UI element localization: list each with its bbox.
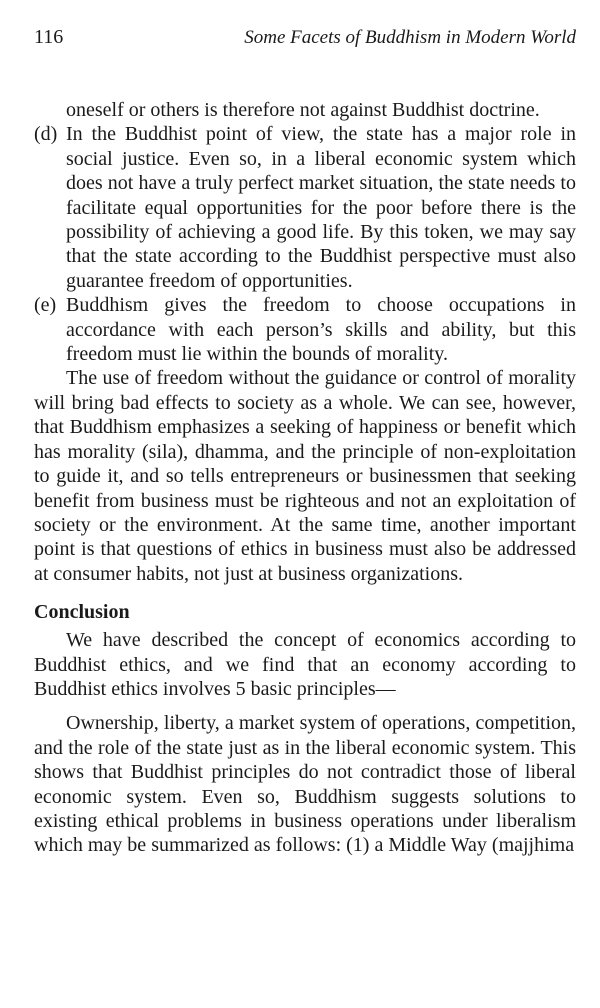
list-marker: (e) [34, 294, 57, 317]
book-title: Some Facets of Buddhism in Modern World [244, 27, 576, 48]
list-item-text: Buddhism gives the freedom to choose occupations in accordance with each person’s skills and ability, but this freedom must lie within the bounds of morality. [66, 294, 576, 366]
paragraph-conclusion-intro: We have described the concept of economics according to Buddhist ethics, and we find that an economy according to Buddhist ethics involves 5 basic principles— [34, 629, 576, 700]
list-item-e [34, 293, 576, 366]
list-item-text: In the Buddhist point of view, the state has a major role in social justice. Even so, in a liberal economic system which does not have a truly perfect market situation, the state needs to facilitate equal opportunities for the poor before there is the possibility of achieving a good life. By this token, we may say that the state according to the Buddhist perspective must also guarantee freedom of opportunities. [66, 123, 576, 292]
page-number: 116 [34, 26, 64, 48]
paragraph-freedom-morality: The use of freedom without the guidance or control of morality will bring bad effects to society as a whole. We can see, however, that Buddhism emphasizes a seeking of happiness or benefit which has morality (sila), dhamma, and the principle of non-exploitation to guide it, and so tells entrepreneurs or businessmen that seeking benefit from business must be righteous and not an exploitation of society or the environment. At the same time, another important point is that questions of ethics in business must also be addressed at consumer habits, not just at business organizations. [34, 367, 576, 585]
continuation-text: oneself or others is therefore not against Buddhist doctrine. [66, 99, 540, 121]
running-header [34, 26, 576, 56]
paragraph-principles: Ownership, liberty, a market system of operations, competition, and the role of the state just as in the liberal economic system. This shows that Buddhist principles do not contradict those of liberal economic system. Even so, Buddhism suggests solutions to existing ethical problems in business operations under liberalism which may be summarized as follows: (1) a Middle Way (majjhima [34, 712, 576, 857]
list-item-d [34, 122, 576, 293]
section-heading: Conclusion [34, 601, 130, 624]
list-marker: (d) [34, 123, 58, 146]
paragraph-gap [34, 701, 576, 711]
body-text [34, 98, 576, 858]
